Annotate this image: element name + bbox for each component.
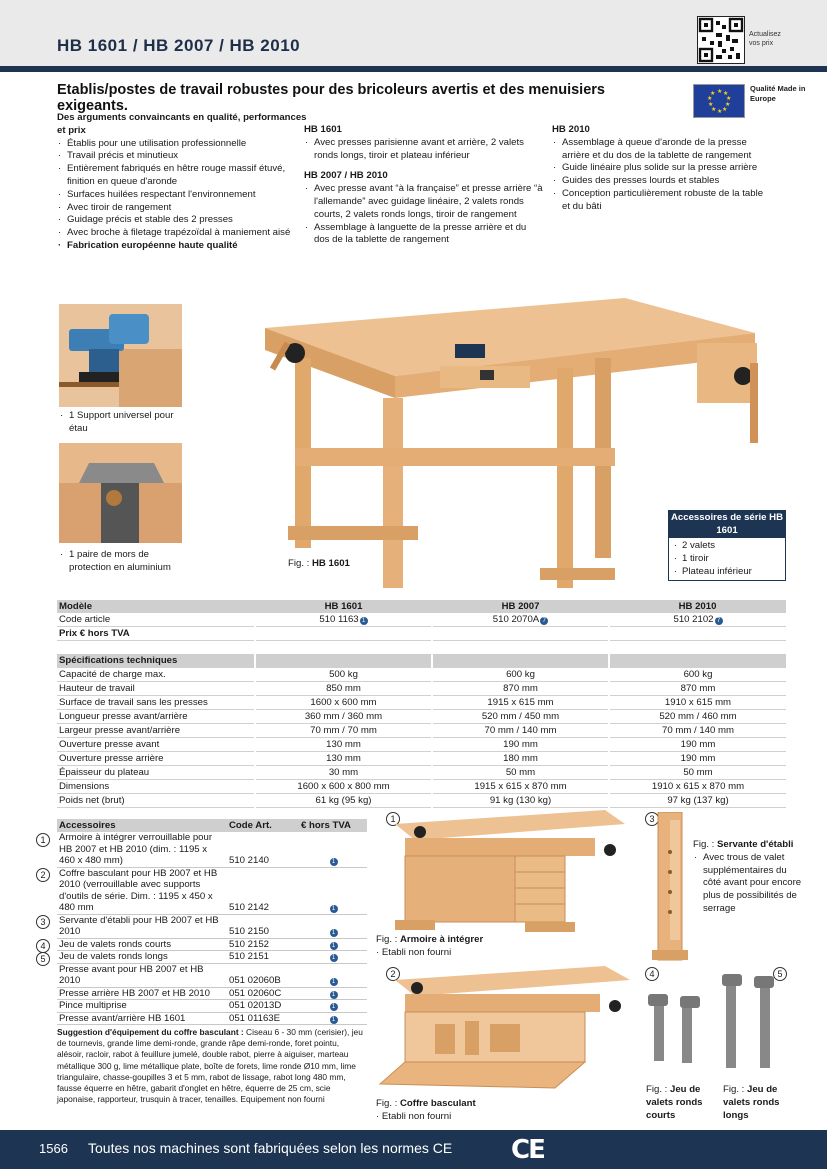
footer-text: Toutes nos machines sont fabriquées selon les normes CE	[88, 1140, 453, 1156]
page-number: 1566	[39, 1141, 68, 1156]
list-item: · Conception particulièrement robuste de la table et du bâti	[552, 188, 772, 214]
list-item: · Guidage précis et stable des 2 presses	[57, 214, 307, 227]
info-icon: 1	[330, 942, 338, 950]
svg-text:★: ★	[725, 101, 731, 108]
header-rule	[0, 66, 827, 72]
svg-text:★: ★	[707, 95, 713, 102]
spec-section-row: Spécifications techniques	[57, 654, 786, 668]
accessories-table	[57, 819, 367, 1025]
svg-text:★: ★	[723, 90, 729, 97]
eu-label: Qualité Made in Europe	[750, 84, 806, 103]
arguments-column	[57, 112, 307, 253]
table-row: Prix € hors TVA	[57, 627, 786, 641]
table-row: Largeur presse avant/arrière 70 mm / 70 mm 70 mm / 140 mm 70 mm / 140 mm	[57, 724, 786, 738]
info-icon: 7	[540, 617, 548, 625]
table-row: Presse avant/arrière HB 1601 051 01163E 1	[57, 1012, 367, 1025]
list-item: · 2 valets	[673, 540, 781, 553]
table-row: Épaisseur du plateau 30 mm 50 mm 50 mm	[57, 766, 786, 780]
figure-1-caption: Fig. : Armoire à intégrer · Etabli non fourni	[376, 934, 484, 958]
page-footer	[0, 1130, 827, 1169]
svg-text:★: ★	[708, 101, 714, 108]
list-item: · Avec presse avant “à la française” et presse arrière “à l'allemande” avec guidage linéaire, 2 valets ronds courts, 2 valets ronds longs, tiroir de rangement	[304, 183, 544, 221]
info-icon: 1	[330, 978, 338, 986]
hb1601-heading: HB 1601	[304, 124, 342, 135]
list-item: · Travail précis et minutieux	[57, 150, 307, 163]
list-item: · Fabrication européenne haute qualité	[57, 240, 307, 253]
table-row: Pince multiprise 051 02013D 1	[57, 1000, 367, 1013]
spec-header-row: Modèle HB 1601 HB 2007 HB 2010	[57, 600, 786, 613]
svg-text:★: ★	[726, 95, 732, 102]
accessory-number-4: 4	[36, 939, 50, 953]
hb2010-column	[552, 124, 772, 214]
info-icon: 1	[330, 954, 338, 962]
svg-text:★: ★	[722, 106, 728, 113]
list-item: · 1 tiroir	[673, 553, 781, 566]
bench-slave-illustration	[652, 812, 692, 962]
table-row: Servante d'établi pour HB 2007 et HB 2010 510 2150 1	[57, 914, 367, 938]
table-row: Hauteur de travail 850 mm 870 mm 870 mm	[57, 682, 786, 696]
vise-support-photo	[59, 304, 182, 407]
figure-2-caption: Fig. : Coffre basculant · Etabli non fourni	[376, 1098, 476, 1122]
list-item: · Guides des presses lourds et stables	[552, 175, 772, 188]
list-item: · Surfaces huilées respectant l'environnement	[57, 189, 307, 202]
table-row: Coffre basculant pour HB 2007 et HB 2010 (verrouillable avec supports d'outils de série. Dim. : 1195 x 450 x 480 mm 510 2142 1	[57, 867, 367, 914]
table-row: Ouverture presse arrière 130 mm 180 mm 190 mm	[57, 752, 786, 766]
info-icon: 1	[330, 929, 338, 937]
arguments-heading: Des arguments convaincants en qualité, performances et prix	[57, 112, 307, 136]
eu-flag-icon	[693, 84, 745, 118]
list-item: · Entièrement fabriqués en hêtre rouge massif étuvé, finition en queue d'aronde	[57, 163, 307, 189]
table-row: Surface de travail sans les presses 1600 x 600 mm 1915 x 615 mm 1910 x 615 mm	[57, 696, 786, 710]
info-icon: 1	[330, 991, 338, 999]
list-item: · Plateau inférieur	[673, 566, 781, 579]
accessories-header-row: Accessoires Code Art. € hors TVA	[57, 819, 367, 832]
info-icon: 1	[330, 1003, 338, 1011]
figure-5-caption: Fig. : Jeu de valets ronds longs	[723, 1084, 780, 1121]
info-icon: 1	[330, 1016, 338, 1024]
figure-number-2: 2	[386, 967, 400, 981]
spec-table	[57, 600, 786, 808]
table-row: Dimensions 1600 x 600 x 800 mm 1915 x 615 x 870 mm 1910 x 615 x 870 mm	[57, 780, 786, 794]
info-icon: 1	[360, 617, 368, 625]
list-item: · Guide linéaire plus solide sur la presse arrière	[552, 162, 772, 175]
list-item: · Établis pour une utilisation professionnelle	[57, 138, 307, 151]
table-row: Jeu de valets ronds longs 510 2151 1	[57, 951, 367, 964]
hb-features-column	[304, 124, 544, 247]
qr-label: Actualisez vos prix	[749, 31, 781, 47]
figure-number-5: 5	[773, 967, 787, 981]
figure-number-1: 1	[386, 812, 400, 826]
info-icon: 1	[330, 905, 338, 913]
table-row: Ouverture presse avant 130 mm 190 mm 190 mm	[57, 738, 786, 752]
figure-number-4: 4	[645, 967, 659, 981]
series-accessories-box	[668, 510, 786, 581]
tilting-chest-illustration	[375, 966, 635, 1094]
accessory-number-3: 3	[36, 915, 50, 929]
short-holdfasts-illustration	[646, 990, 706, 1065]
table-row: Longueur presse avant/arrière 360 mm / 360 mm 520 mm / 450 mm 520 mm / 460 mm	[57, 710, 786, 724]
table-row: Presse avant pour HB 2007 et HB 2010 051 02060B 1	[57, 963, 367, 987]
info-icon: 1	[330, 858, 338, 866]
qr-code[interactable]	[697, 16, 745, 64]
hb2010-heading: HB 2010	[552, 124, 590, 135]
suggestion-text: Suggestion d'équipement du coffre basculant : Ciseau 6 - 30 mm (cerisier), jeu de tournevis, grande lime demi-ronde, grande râpe demi-ronde, foret pointu, alésoir, racloir, rabot à feuillure jumelé, double rabot, pierre à aiguiser, marteau métallique 300 g, lime métallique plate, boîte de forets, lime ronde Ø10 mm, lime triangulaire, chasse-goupilles 3 et 5 mm, rabot de lissage, rabot long 480 mm, fausse équerre en hêtre, gabarit d'onglet en hêtre, équerre de 25 cm, scie japonaise, rapporteur, trusquin à tracer, tenailles. Equipement non fourni	[57, 1027, 363, 1105]
table-row: Code article 510 1163 1 510 2070A 7 510 2102 7	[57, 613, 786, 627]
headline: Etablis/postes de travail robustes pour des bricoleurs avertis et des menuisiers exigeants.	[57, 82, 605, 114]
figure-3-caption: Fig. : Servante d'établi · Avec trous de valet supplémentaires du côté avant pour encore plus de possibilités de serrage	[693, 839, 803, 916]
ce-mark-icon: CE	[511, 1135, 544, 1165]
svg-text:★: ★	[711, 106, 717, 113]
accessory-number-2: 2	[36, 868, 50, 882]
series-box-title: Accessoires de série HB 1601	[669, 511, 785, 538]
vise-caption: · 1 Support universel pour étau	[59, 410, 179, 436]
table-row: Jeu de valets ronds courts 510 2152 1	[57, 938, 367, 951]
svg-text:★: ★	[717, 108, 723, 115]
table-row: Poids net (brut) 61 kg (95 kg) 91 kg (130 kg) 97 kg (137 kg)	[57, 794, 786, 808]
hb2007-heading: HB 2007 / HB 2010	[304, 170, 388, 182]
figure-number-3: 3	[645, 812, 659, 826]
list-item: · Avec presses parisienne avant et arrière, 2 valets ronds longs, tiroir et plateau inférieur	[304, 137, 544, 163]
long-holdfasts-illustration	[720, 970, 782, 1070]
page-header	[0, 0, 827, 72]
jaws-caption: · 1 paire de mors de protection en aluminium	[59, 549, 179, 575]
svg-text:★: ★	[710, 90, 716, 97]
table-row: Capacité de charge max. 500 kg 600 kg 600 kg	[57, 668, 786, 682]
accessory-number-5: 5	[36, 952, 50, 966]
page-title: HB 1601 / HB 2007 / HB 2010	[57, 36, 301, 55]
figure-4-caption: Fig. : Jeu de valets ronds courts	[646, 1084, 703, 1121]
list-item: · Avec broche à filetage trapézoïdal à maniement aisé	[57, 227, 307, 240]
list-item: · Assemblage à languette de la presse arrière et du dos de la tablette de rangement	[304, 222, 544, 248]
table-row: Presse arrière HB 2007 et HB 2010 051 02060C 1	[57, 987, 367, 1000]
accessory-number-1: 1	[36, 833, 50, 847]
jaws-photo	[59, 443, 182, 543]
table-row: Armoire à intégrer verrouillable pour HB 2007 et HB 2010 (dim. : 1195 x 460 x 480 mm) 510 2140 1	[57, 832, 367, 867]
main-figure-caption: Fig. : HB 1601	[288, 558, 350, 569]
cabinet-illustration	[375, 810, 630, 942]
info-icon: 7	[715, 617, 723, 625]
svg-text:★: ★	[717, 88, 723, 95]
list-item: · Avec tiroir de rangement	[57, 202, 307, 215]
list-item: · Assemblage à queue d'aronde de la presse arrière et du dos de la tablette de rangement	[552, 137, 772, 163]
